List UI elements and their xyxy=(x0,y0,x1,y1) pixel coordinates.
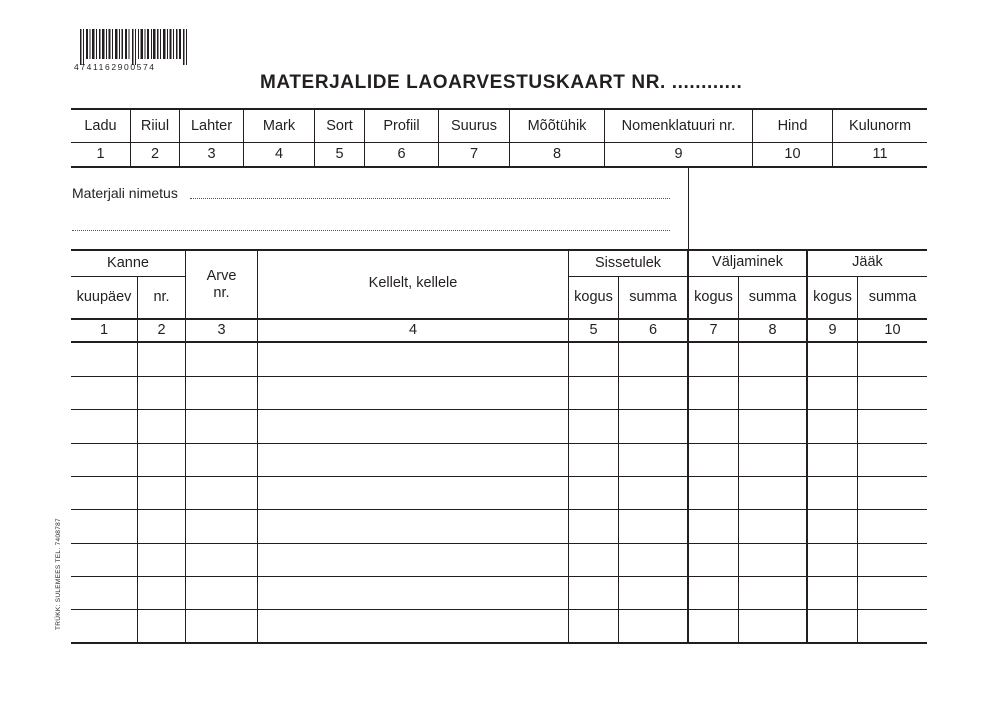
table-row[interactable] xyxy=(71,476,927,477)
header-sissetulek: Sissetulek xyxy=(594,255,662,271)
column-number: 4 xyxy=(274,146,284,162)
header-mark: Mark xyxy=(262,117,296,134)
table-row[interactable] xyxy=(71,576,927,577)
table-row[interactable] xyxy=(71,543,927,544)
table-row[interactable] xyxy=(71,609,927,610)
header-summa: summa xyxy=(629,289,677,305)
header-jaak: Jääk xyxy=(852,254,883,270)
column-number: 8 xyxy=(552,146,562,162)
header-lahter: Lahter xyxy=(190,117,233,134)
table-row[interactable] xyxy=(71,409,927,410)
barcode-number: 4741162900574 xyxy=(74,62,156,72)
header-kogus: kogus xyxy=(574,289,613,305)
column-number: 9 xyxy=(828,322,837,338)
header-kogus: kogus xyxy=(694,289,733,305)
column-number: 3 xyxy=(217,322,226,338)
header-summa: summa xyxy=(748,289,797,305)
page-title: MATERJALIDE LAOARVESTUSKAART NR. ............ xyxy=(260,72,743,93)
header-sort: Sort xyxy=(326,117,353,134)
column-number: 6 xyxy=(648,322,658,338)
table-row[interactable] xyxy=(71,443,927,444)
header-kogus: kogus xyxy=(813,289,852,305)
header-kellelt-kellele: Kellelt, kellele xyxy=(368,275,458,291)
material-name-field-line2[interactable] xyxy=(72,230,670,231)
column-number: 8 xyxy=(768,322,777,338)
printer-note: TRÜKK: SULEMEES TEL. 7408787 xyxy=(55,518,62,630)
header-mootuhik: Mõõtühik xyxy=(527,117,587,134)
column-number: 1 xyxy=(96,146,105,162)
header-nomenklatuuri-nr: Nomenklatuuri nr. xyxy=(621,117,736,134)
table-row[interactable] xyxy=(71,376,927,377)
material-name-field[interactable] xyxy=(190,198,670,199)
column-number: 2 xyxy=(150,146,160,162)
header-hind: Hind xyxy=(777,117,808,134)
header-valjaminek: Väljaminek xyxy=(712,254,783,270)
column-number: 6 xyxy=(397,146,406,162)
column-number: 1 xyxy=(99,322,109,338)
header-kulunorm: Kulunorm xyxy=(848,117,912,134)
header-arve-nr: Arve nr. xyxy=(206,267,237,301)
header-profiil: Profiil xyxy=(383,117,420,134)
column-number: 4 xyxy=(408,322,418,338)
column-number: 9 xyxy=(674,146,683,162)
column-number: 10 xyxy=(784,146,801,162)
column-number: 5 xyxy=(335,146,344,162)
header-nr: nr. xyxy=(153,289,170,305)
ledger-bottom-border xyxy=(71,642,927,644)
column-number: 10 xyxy=(884,322,901,338)
column-number: 2 xyxy=(157,322,166,338)
header-kuupaev: kuupäev xyxy=(76,289,132,305)
header-ladu: Ladu xyxy=(84,117,117,134)
column-number: 3 xyxy=(207,146,216,162)
column-number: 11 xyxy=(872,146,888,162)
top-table-bottom-border xyxy=(71,166,927,168)
column-number: 5 xyxy=(589,322,598,338)
column-number: 7 xyxy=(469,146,479,162)
header-riiul: Riiul xyxy=(140,117,170,134)
column-number: 7 xyxy=(709,322,718,338)
material-name-label: Materjali nimetus xyxy=(72,185,178,201)
header-suurus: Suurus xyxy=(451,117,497,134)
ledger-numbers-bottom xyxy=(71,341,927,343)
header-kanne: Kanne xyxy=(107,255,149,271)
table-row[interactable] xyxy=(71,509,927,510)
material-name-divider xyxy=(688,166,689,250)
barcode-image xyxy=(80,29,188,65)
header-summa: summa xyxy=(868,289,917,305)
